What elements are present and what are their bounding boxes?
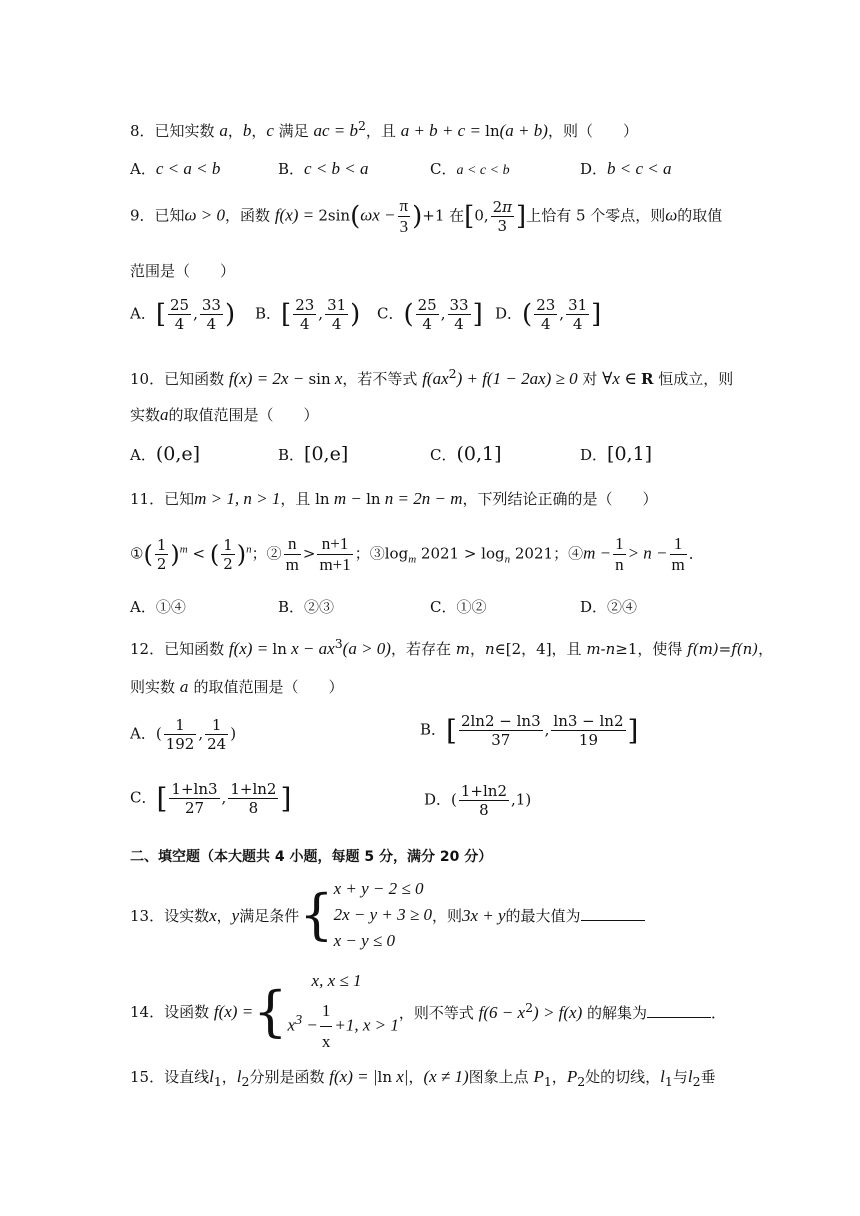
q11-option-c: C．①② xyxy=(430,598,487,616)
q9-option-b: B．[ $\frac{23}{4}$ , $\frac{31}{4}$ ) xyxy=(255,296,361,333)
question-13: 13．设实数x，y满足条件{x + y − 2 ≤ 0 2x − y + 3 ≥ 0 x − y ≤ 0，则3x + y的最大值为 xyxy=(130,876,645,954)
q9-option-a: A．[ $\frac{25}{4}$ , $\frac{33}{4}$ ) xyxy=(130,296,236,333)
q12-option-d: D．( $\frac{1+\ln 2}{8}$ ,1) xyxy=(424,782,532,819)
question-11-statements: ①( $\frac{1}{2}$ )$^m$ < ( $\frac{1}{2}$ )$^n$；② $\frac{n}{m}$ > $\frac{n+1}{m+1}$ ；$③\log_m$ $2021 > \log_n 2021$；④m − $\frac{1}{n}$ > n − $\frac{1}{m}$ ． xyxy=(130,534,704,574)
question-10: 10．已知函数 f(x) = 2x − sin x，若不等式 $f(ax^2) + f(1 - 2ax) \ge 0$ 对 ∀x ∈ R 恒成立，则 xyxy=(130,366,734,388)
question-11: 11．已知m > 1, n > 1，且 ln m − ln n = 2n − m，下列结论正确的是（ ） xyxy=(130,489,658,508)
q9-option-c: C．( $\frac{25}{4}$ , $\frac{33}{4}$ ] xyxy=(377,296,483,333)
question-10-line2: 实数a的取值范围是（ ） xyxy=(130,405,319,424)
question-8: 8．已知实数 a，b，c 满足 ac = $b^2$，且 a + b + c = ln(a + b)，则（ ） xyxy=(130,118,638,140)
q12-option-c: C．[ $\frac{1+\ln 3}{27}$ , $\frac{1+\ln 2}{8}$ ] xyxy=(130,780,292,817)
question-12-line2: 则实数 a 的取值范围是（ ） xyxy=(130,678,344,696)
q10-option-b: B．[0,e] xyxy=(278,443,349,465)
q8-option-a: A．c < a < b xyxy=(130,159,221,178)
question-14: 14．设函数 f(x) ={ x, x ≤ 1 $x^3$ − $\frac{1}{x}$ +1, x > 1，则不等式 $f(6 - x^2) > f(x)$ 的解集为 ． xyxy=(130,971,727,1051)
q8-option-d: D．b < c < a xyxy=(580,159,672,178)
q12-option-b: B．[ $\frac{2\ln 2 - \ln 3}{37}$ , $\frac{\ln 3 - \ln 2}{19}$ ] xyxy=(420,712,639,749)
q12-option-a: A．( $\frac{1}{192}$ , $\frac{1}{24}$ ) xyxy=(130,716,237,753)
question-9-line2: 范围是（ ） xyxy=(130,262,236,280)
q8-option-b: B．c < b < a xyxy=(278,159,369,178)
section-2-heading: 二、填空题（本大题共 4 小题，每题 5 分，满分 20 分） xyxy=(130,849,493,865)
question-9: 9．已知ω > 0，函数 f(x) = 2sin(ωx − $\frac{\pi}{3}$ )+1 在[0, $\frac{2\pi}{3}$ ]上恰有 5 个零点，则ω的取值 xyxy=(130,196,723,236)
q10-option-a: A．(0,e] xyxy=(130,443,201,465)
q10-option-d: D．[0,1] xyxy=(580,443,653,465)
q8-option-c: C．a < c < b xyxy=(430,160,510,178)
q10-option-c: C．(0,1] xyxy=(430,443,502,465)
q9-option-d: D．( $\frac{23}{4}$ , $\frac{31}{4}$ ] xyxy=(495,296,602,333)
question-15: 15．设直线$l_1$，$l_2$分别是函数 f(x) = |ln x|，(x ≠ 1)图象上点 $P_1$，$P_2$处的切线，$l_1$与$l_2$垂 xyxy=(130,1067,716,1089)
q11-option-a: A．①④ xyxy=(130,598,186,616)
q11-option-d: D．②④ xyxy=(580,598,638,616)
question-12: 12．已知函数 $f(x) = \ln x - ax^3(a > 0)$，若存在 m，n∈[2，4]，且 m-n≥1，使得 f(m)=f(n)， xyxy=(130,636,774,658)
q11-option-b: B．②③ xyxy=(278,598,335,616)
